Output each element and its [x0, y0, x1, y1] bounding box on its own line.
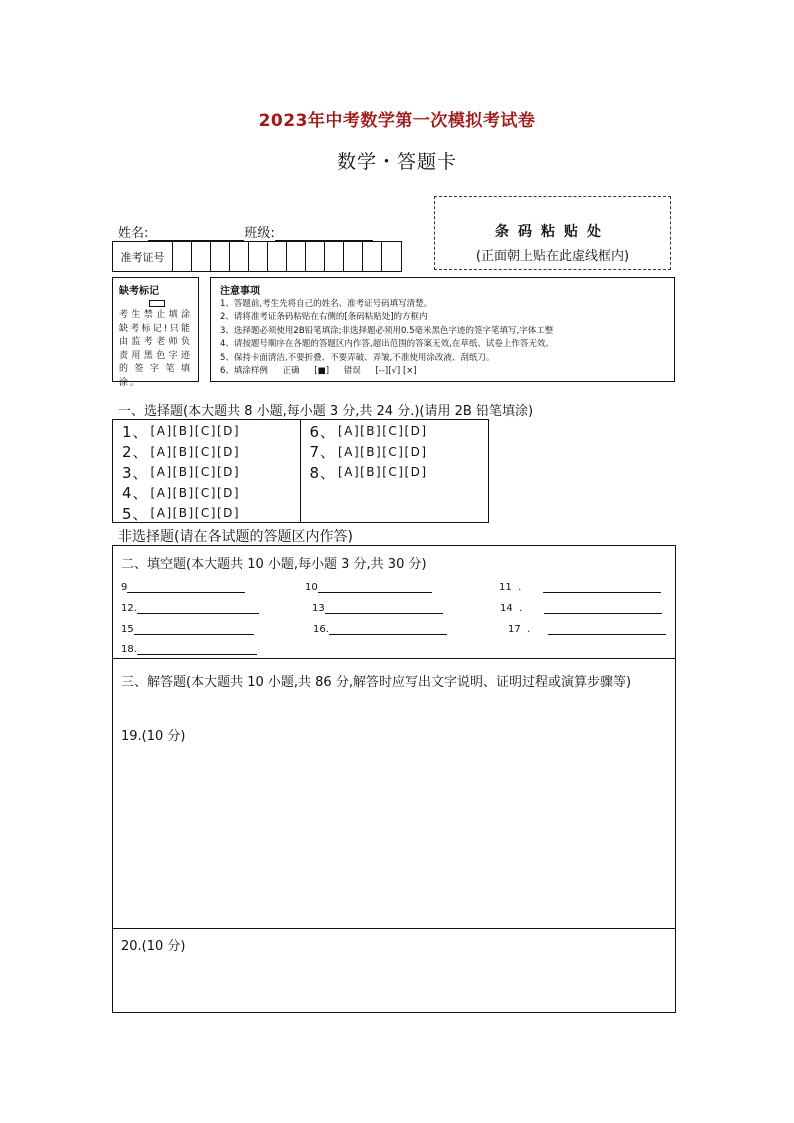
- nonchoice-heading: 非选择题(请在各试题的答题区内作答): [118, 529, 353, 545]
- note-item: 1、答题前,考生先将自己的姓名、准考证号码填写清楚。: [220, 299, 433, 309]
- choice-question: [122, 442, 300, 463]
- notes-title: 注意事项: [220, 286, 260, 297]
- exam-number-cell[interactable]: [173, 242, 192, 271]
- absent-mark-text: 考生禁止填涂缺考标记!只能由监考老师负责用黑色字迹的签字笔填涂。: [119, 310, 192, 388]
- question-number: 5、: [122, 504, 149, 523]
- question-20-answer-area[interactable]: [112, 928, 676, 1013]
- correct-mark: [■]: [314, 366, 330, 377]
- answer-options[interactable]: [A][B][C][D]: [338, 444, 428, 459]
- choice-section-heading: 一、选择题(本大题共 8 小题,每小题 3 分,共 24 分.)(请用 2B 铅笔填涂): [118, 404, 534, 419]
- fill-section: [112, 545, 676, 659]
- answer-options[interactable]: [A][B][C][D]: [150, 506, 241, 521]
- question-number: 1、: [122, 422, 149, 441]
- answer-options[interactable]: [A][B][C][D]: [150, 485, 241, 500]
- choice-question: [310, 421, 489, 442]
- class-label: 班级:: [244, 226, 275, 241]
- choice-question: [122, 503, 300, 524]
- exam-number-cell[interactable]: [211, 242, 230, 271]
- note-item: 3、选择题必须使用2B铅笔填涂;非选择题必须用0.5毫米黑色字迹的签字笔填写,字体工整: [220, 325, 554, 336]
- answer-options[interactable]: [A][B][C][D]: [150, 444, 241, 459]
- note-item: 2、请将准考证条码粘贴在右侧的[条码粘贴处]的方框内: [220, 312, 428, 323]
- solve-section-heading: 三、解答题(本大题共 10 小题,共 86 分,解答时应写出文字说明、证明过程或演算步骤等): [121, 675, 632, 690]
- choice-column-right: [301, 420, 489, 522]
- correct-label: 正确: [282, 366, 300, 377]
- fill-blank[interactable]: [313, 624, 447, 635]
- exam-number-cell[interactable]: [268, 242, 287, 271]
- question-number: 2、: [122, 443, 149, 462]
- blank-number: 9: [121, 582, 128, 593]
- blank-number: 17 .: [508, 624, 531, 635]
- fill-blank[interactable]: [121, 644, 257, 655]
- name-field[interactable]: [148, 225, 244, 241]
- exam-number-row: [112, 241, 402, 272]
- wrong-marks: [--][√] [×]: [375, 366, 417, 377]
- exam-number-cell[interactable]: [230, 242, 249, 271]
- name-label: 姓名:: [118, 226, 149, 241]
- exam-number-cell[interactable]: [363, 242, 382, 271]
- note-item: 5、保持卡面清洁,不要折叠、不要弄破、弄皱,不准使用涂改液、刮纸刀。: [220, 352, 495, 363]
- fill-blank[interactable]: [305, 582, 432, 593]
- blank-number: 10: [305, 582, 318, 593]
- question-number: 4、: [122, 484, 149, 503]
- absent-mark-title: 缺考标记: [119, 286, 159, 297]
- exam-number-cell[interactable]: [192, 242, 211, 271]
- exam-number-cell[interactable]: [382, 242, 401, 271]
- fill-blank[interactable]: [121, 624, 254, 635]
- absent-mark-box: [112, 277, 199, 388]
- fill-blank[interactable]: [508, 624, 666, 635]
- question-20-label: 20.(10 分): [121, 939, 186, 954]
- blank-number: 11 .: [499, 582, 522, 593]
- question-19-label: 19.(10 分): [121, 729, 186, 744]
- answer-options[interactable]: [A][B][C][D]: [338, 465, 428, 480]
- exam-title: 2023年中考数学第一次模拟考试卷: [258, 111, 536, 131]
- answer-options[interactable]: [A][B][C][D]: [150, 424, 241, 439]
- fill-blank[interactable]: [499, 582, 661, 593]
- blank-number: 15: [121, 624, 134, 635]
- student-info-line: [118, 222, 373, 241]
- choice-question: [122, 462, 300, 483]
- barcode-subtitle: (正面朝上贴在此虚线框内): [475, 249, 630, 264]
- exam-number-cell[interactable]: [287, 242, 306, 271]
- answer-options[interactable]: [A][B][C][D]: [338, 424, 428, 439]
- blank-number: 16.: [313, 624, 329, 635]
- answer-options[interactable]: [A][B][C][D]: [150, 465, 241, 480]
- exam-number-cell[interactable]: [249, 242, 268, 271]
- answer-sheet-subtitle: 数学・答题卡: [336, 151, 457, 173]
- wrong-label: 错误: [343, 366, 361, 377]
- blank-number: 12.: [121, 603, 137, 614]
- solve-section: [112, 659, 676, 929]
- choice-column-left: [113, 420, 301, 522]
- sample-label: 6、填涂样例: [220, 366, 268, 377]
- blank-number: 13: [312, 603, 325, 614]
- exam-number-cell[interactable]: [306, 242, 325, 271]
- question-number: 7、: [309, 443, 337, 462]
- question-number: 8、: [309, 463, 337, 482]
- question-number: 6、: [309, 422, 337, 441]
- fill-blank[interactable]: [121, 603, 259, 614]
- blank-number: 14 .: [500, 603, 523, 614]
- fill-blank[interactable]: [500, 603, 662, 614]
- exam-number-label: 准考证号: [113, 242, 173, 271]
- exam-number-cell[interactable]: [344, 242, 363, 271]
- choice-question: [310, 442, 489, 463]
- choice-grid: [112, 419, 489, 523]
- fill-blank[interactable]: [312, 603, 443, 614]
- choice-question: [122, 483, 300, 504]
- choice-question: [310, 462, 489, 483]
- note-sample-row: [220, 365, 665, 378]
- fill-section-heading: 二、填空题(本大题共 10 小题,每小题 3 分,共 30 分): [121, 557, 427, 572]
- notes-box: [210, 277, 675, 382]
- choice-question: [122, 421, 300, 442]
- fill-blank[interactable]: [121, 582, 245, 593]
- question-number: 3、: [122, 463, 149, 482]
- barcode-area: [434, 196, 671, 270]
- absent-mark-checkbox[interactable]: [149, 300, 165, 307]
- blank-number: 18.: [121, 644, 137, 655]
- exam-number-cell[interactable]: [325, 242, 344, 271]
- note-item: 4、请按题号顺序在各题的答题区内作答,超出范围的答案无效,在草纸、试卷上作答无效。: [220, 339, 554, 350]
- class-field[interactable]: [275, 225, 373, 241]
- barcode-title: 条码粘贴处: [495, 224, 610, 240]
